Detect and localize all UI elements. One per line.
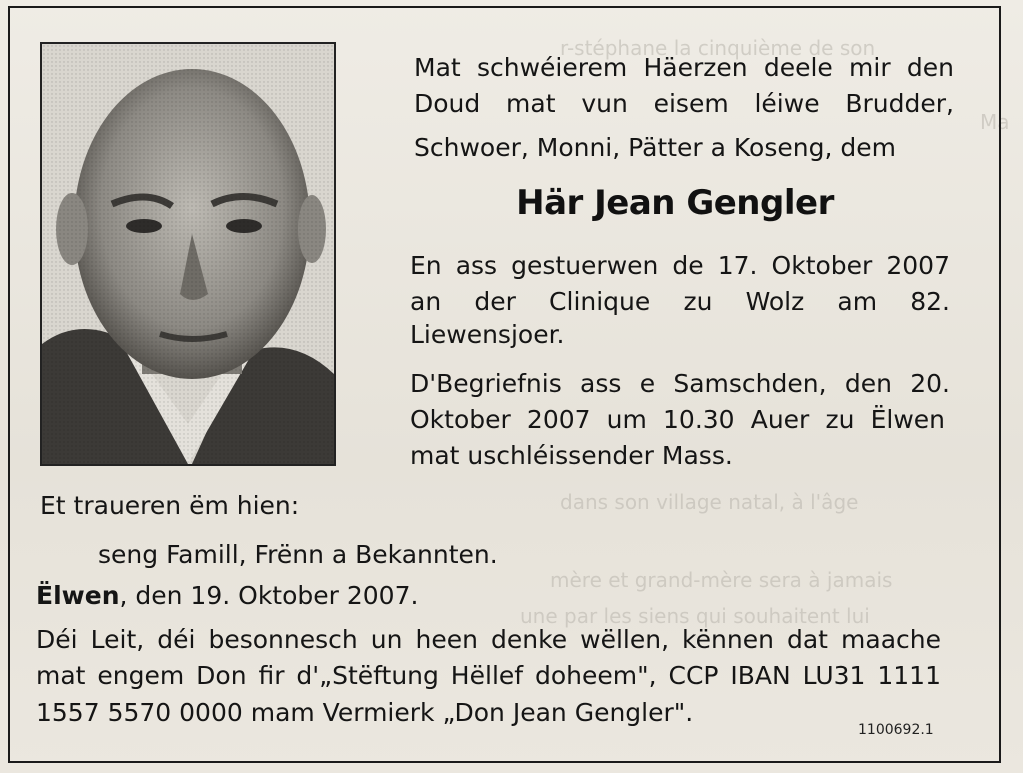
donation-line: 1557 5570 0000 mam Vermierk „Don Jean Gengler". <box>36 698 694 727</box>
intro-line: Doud mat vun eisem léiwe Brudder, <box>414 89 954 118</box>
place-date-line <box>36 578 418 614</box>
mourners-list: seng Famill, Frënn a Bekannten. <box>98 540 498 569</box>
funeral-line: Oktober 2007 um 10.30 Auer zu Ëlwen <box>410 405 945 434</box>
death-line: Liewensjoer. <box>410 320 565 349</box>
portrait-icon <box>42 44 334 464</box>
place-name: Ëlwen <box>36 581 120 610</box>
portrait-photo <box>40 42 336 466</box>
bleed-through-text: r-stéphane la cinquième de son <box>560 36 876 60</box>
deceased-name: Här Jean Gengler <box>516 183 834 223</box>
intro-line: Schwoer, Monni, Pätter a Koseng, dem <box>414 133 896 162</box>
bleed-through-text: Ma <box>980 110 1010 134</box>
bleed-through-text: dans son village natal, à l'âge <box>560 490 859 514</box>
mourners-heading: Et traueren ëm hien: <box>40 491 300 520</box>
reference-number: 1100692.1 <box>858 722 934 738</box>
funeral-line: D'Begriefnis ass e Samschden, den 20. <box>410 369 950 398</box>
donation-line: Déi Leit, déi besonnesch un heen denke wëllen, kënnen dat maache <box>36 625 941 654</box>
intro-line: Mat schwéierem Häerzen deele mir den <box>414 53 954 82</box>
death-line: an der Clinique zu Wolz am 82. <box>410 287 950 316</box>
donation-line: mat engem Don fir d'„Stëftung Hëllef doheem", CCP IBAN LU31 1111 <box>36 661 941 690</box>
bleed-through-text: mère et grand-mère sera à jamais <box>550 568 893 592</box>
death-line: En ass gestuerwen de 17. Oktober 2007 <box>410 251 950 280</box>
bleed-through-text: une par les siens qui souhaitent lui <box>520 604 870 628</box>
funeral-line: mat uschléissender Mass. <box>410 441 733 470</box>
date-text: , den 19. Oktober 2007. <box>119 581 419 610</box>
